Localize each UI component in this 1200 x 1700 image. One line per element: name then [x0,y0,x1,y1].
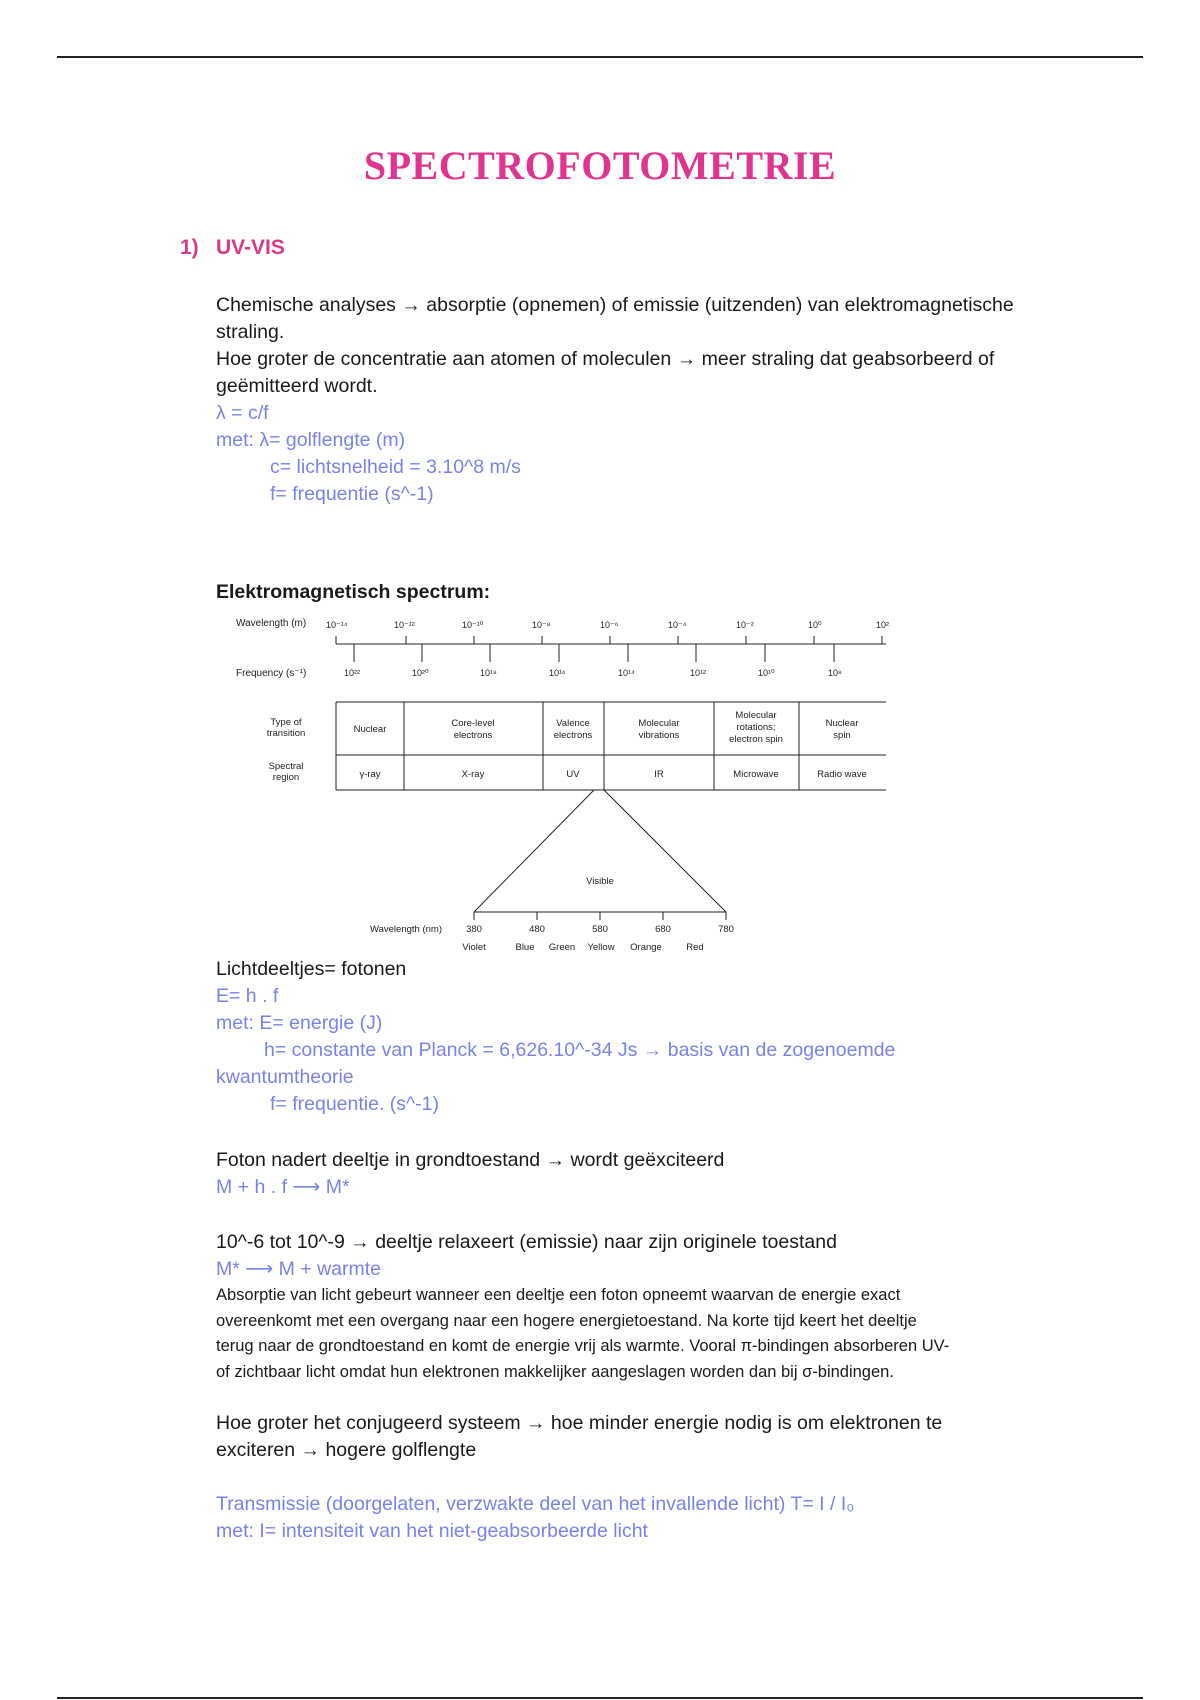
visible-tick: 480 [529,924,545,935]
color-label: Violet [462,942,486,953]
transition-cell: rotations; [736,722,776,733]
text-line: Lichtdeeltjes= fotonen [216,958,407,980]
frequency-tick: 10²² [344,668,361,678]
visible-connector [474,790,594,912]
transition-cell: Core-level [451,718,495,729]
intro-block [216,292,1046,508]
transition-cell: Molecular [638,718,680,729]
section-heading [180,236,285,260]
region-cell: Microwave [733,769,779,780]
conjugation-block [216,1410,1046,1464]
formula-line: f= frequentie (s^-1) [270,483,434,505]
row-label: Type of [270,717,302,728]
text-line: Foton nadert deeltje in grondtoestand → wordt geëxciteerd [216,1149,725,1171]
region-cell: IR [654,769,664,780]
wavelength-tick: 10⁻⁶ [600,620,619,630]
region-cell: X-ray [461,769,485,780]
paragraph-line: terug naar de grondtoestand en komt de energie vrij als warmte. Vooral π-bindingen absorberen UV- [216,1337,950,1355]
visible-tick: 380 [466,924,482,935]
wavelength-axis-label: Wavelength (m) [236,618,307,629]
formula-line: λ = c/f [216,402,269,424]
frequency-tick: 10¹² [690,668,707,678]
frequency-tick: 10¹⁴ [618,668,635,678]
em-spectrum-diagram [216,610,906,960]
paragraph-line: overeenkomt met een overgang naar een hogere energietoestand. Na korte tijd keert het deeltje [216,1311,917,1330]
formula-line: E= h . f [216,985,279,1007]
photon-block [216,956,1046,1118]
row-label: Spectral [268,761,304,772]
text-line: exciteren → hogere golflengte [216,1439,477,1461]
formula-line: kwantumtheorie [216,1066,354,1088]
visible-wavelength-label: Wavelength (nm) [370,924,442,935]
wavelength-tick: 10⁻¹² [394,620,415,630]
row-label: region [272,772,300,783]
region-cell: UV [566,769,580,780]
frequency-tick: 10¹⁶ [549,668,566,678]
transition-cell: Molecular [735,710,777,721]
formula-line: met: E= energie (J) [216,1012,383,1034]
wavelength-tick: 10² [876,620,890,630]
wavelength-tick: 10⁻¹⁰ [462,620,484,630]
footer-rule [57,1697,1143,1699]
region-cell: γ-ray [359,769,381,780]
text-line: Hoe groter het conjugeerd systeem → hoe minder energie nodig is om elektronen te [216,1412,943,1434]
frequency-tick: 10¹⁸ [480,668,497,678]
region-cell: Radio wave [817,769,867,780]
spectrum-heading: Elektromagnetisch spectrum: [216,581,491,603]
transition-cell: electron spin [729,734,783,745]
color-label: Yellow [587,942,615,953]
color-label: Blue [515,942,535,953]
visible-label: Visible [586,876,614,887]
formula-line: M* ⟶ M + warmte [216,1258,382,1280]
visible-connector [604,790,726,912]
visible-tick: 780 [718,924,734,935]
frequency-axis-label: Frequency (s⁻¹) [236,668,307,679]
formula-line: Transmissie (doorgelaten, verzwakte deel van het invallende licht) T= I / I₀ [216,1493,855,1515]
page-title: SPECTROFOTOMETRIE [363,143,837,188]
intro-line: Chemische analyses → absorptie (opnemen) of emissie (uitzenden) van elektromagnetische [216,294,1014,316]
visible-tick: 680 [655,924,671,935]
color-label: Green [548,942,576,953]
paragraph-line: of zichtbaar licht omdat hun elektronen makkelijker aangeslagen worden dan bij σ-bindingen. [216,1362,894,1381]
wavelength-tick: 10⁻⁸ [532,620,551,630]
row-label: transition [266,728,306,739]
frequency-tick: 10⁸ [828,668,842,678]
formula-line: f= frequentie. (s^-1) [270,1093,440,1115]
transition-cell: electrons [553,730,593,741]
text-line: 10^-6 tot 10^-9 → deeltje relaxeert (emissie) naar zijn originele toestand [216,1231,837,1253]
formula-line: h= constante van Planck = 6,626.10^-34 Js → basis van de zogenoemde [264,1039,896,1061]
visible-tick: 580 [592,924,608,935]
transition-cell: electrons [453,730,493,741]
wavelength-tick: 10⁰ [808,620,822,630]
intro-line: Hoe groter de concentratie aan atomen of moleculen → meer straling dat geabsorbeerd of [216,348,995,370]
wavelength-tick: 10⁻² [736,620,754,630]
formula-line: M + h . f ⟶ M* [216,1176,350,1198]
header-rule [57,56,1143,58]
section-title: UV-VIS [216,236,285,259]
wavelength-tick: 10⁻¹⁴ [326,620,348,630]
excitation-block [216,1147,1046,1201]
section-number: 1) [180,236,199,259]
paragraph-line: Absorptie van licht gebeurt wanneer een deeltje een foton opneemt waarvan de energie exact [216,1286,901,1304]
transition-cell: Nuclear [825,718,859,729]
transition-cell: Nuclear [353,724,387,735]
transition-cell: vibrations [638,730,680,741]
formula-line: met: λ= golflengte (m) [216,429,406,451]
formula-line: c= lichtsnelheid = 3.10^8 m/s [270,456,521,478]
frequency-tick: 10¹⁰ [758,668,775,678]
transition-cell: Valence [556,718,590,729]
formula-line: met: I= intensiteit van het niet-geabsorbeerde licht [216,1520,648,1542]
frequency-tick: 10²⁰ [412,668,429,678]
transition-cell: spin [833,730,851,741]
intro-line: straling. [216,321,285,343]
color-label: Orange [630,942,662,953]
wavelength-tick: 10⁻⁴ [668,620,687,630]
intro-line: geëmitteerd wordt. [216,375,378,397]
color-label: Red [686,942,704,953]
relaxation-block [216,1229,1046,1385]
transmission-block [216,1491,1046,1545]
